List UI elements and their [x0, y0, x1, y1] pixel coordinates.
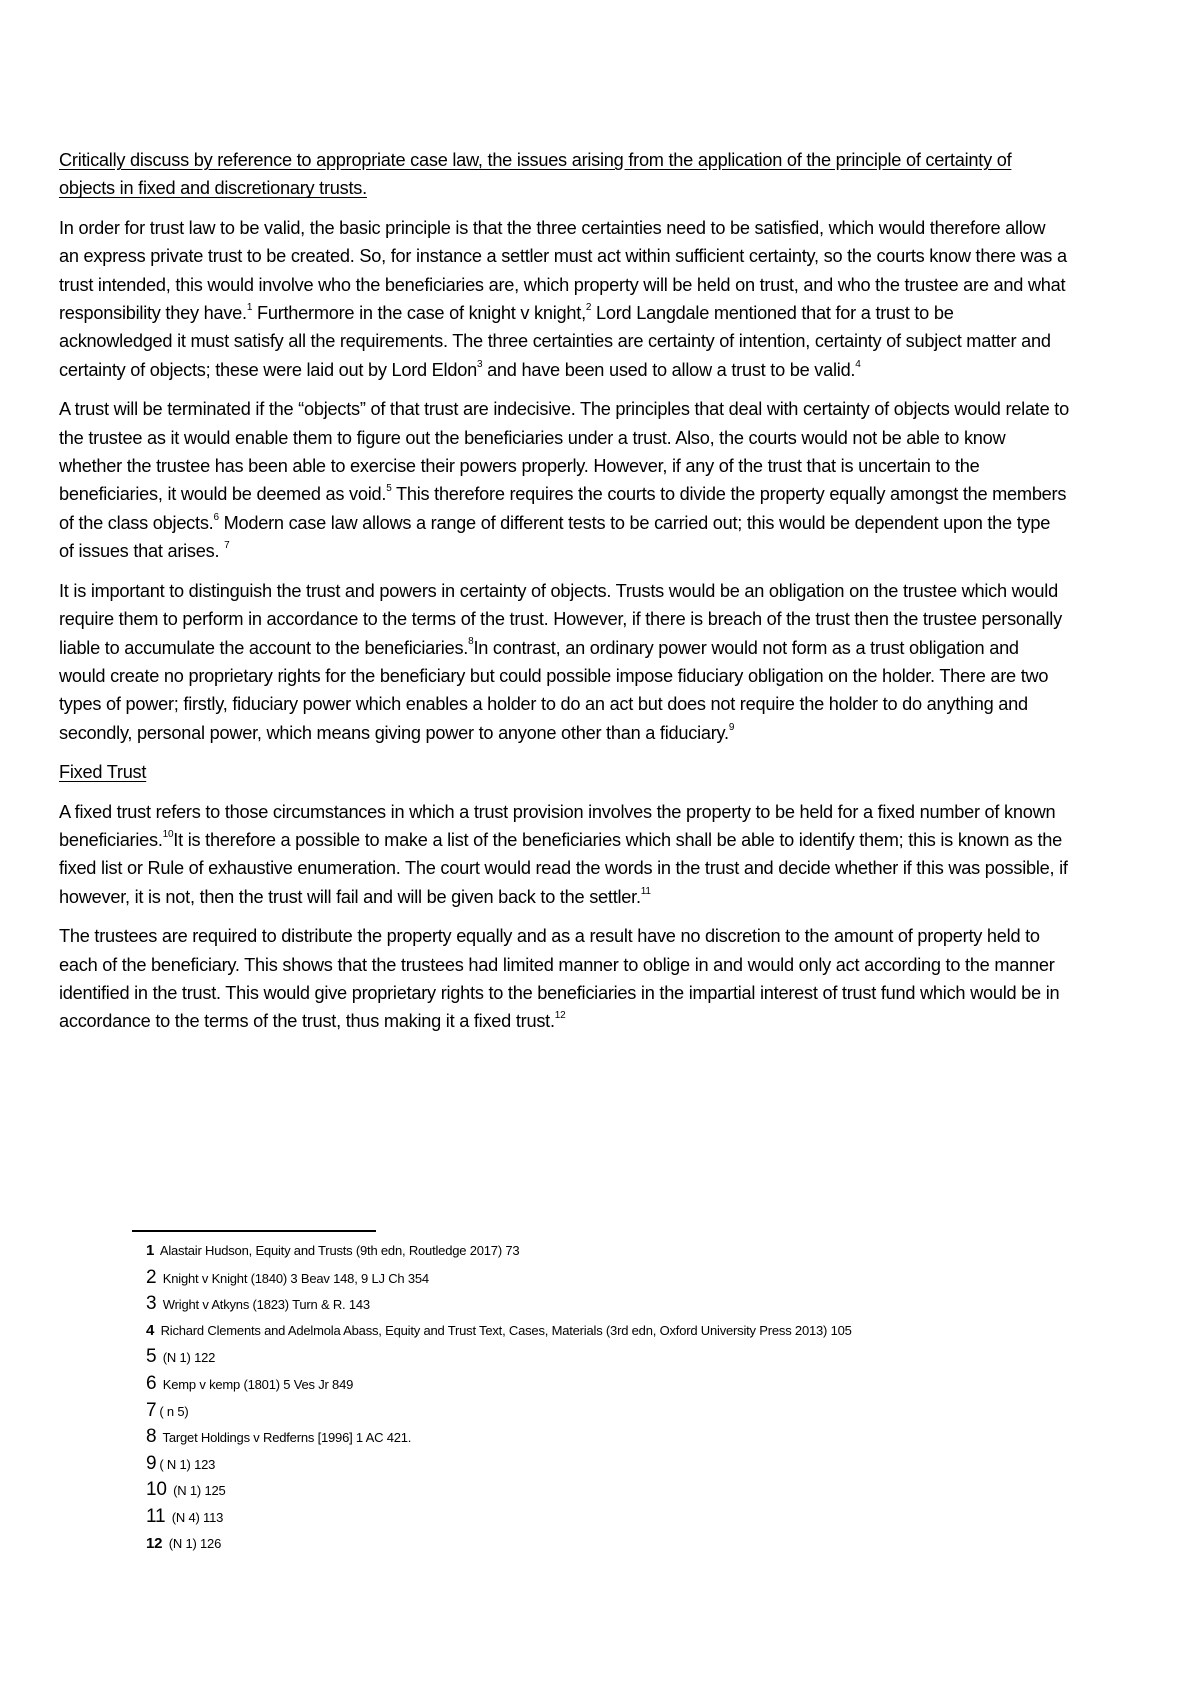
footnote-ref[interactable]: 7: [224, 540, 230, 552]
document-body: [59, 146, 1069, 1047]
footnote-ref[interactable]: 12: [554, 1010, 566, 1022]
paragraph-2: [59, 395, 1069, 565]
footnote-number: 7: [146, 1399, 157, 1421]
footnote-number: 12: [146, 1534, 163, 1552]
footnote-text: Wright v Atkyns (1823) Turn & R. 143: [159, 1297, 370, 1313]
footnote-ref[interactable]: 9: [728, 721, 735, 733]
footnote-item: [146, 1344, 1046, 1371]
paragraph-text: A trust will be terminated if the “objects” of that trust are indecisive. The principles that deal with certainty of objects would relate to the trustee as it would enable them to figure out the beneficiaries under a trust. Also, the courts would not be able to know whether the trustee has been able to exercise their powers properly. However, if any of the trust that is uncertain to the beneficiaries, it would be deemed as void.: [59, 399, 1069, 505]
footnotes-list: [146, 1238, 1046, 1557]
footnote-number: 3: [146, 1293, 157, 1315]
paragraph-text: Lord Langdale mentioned that for a trust to be acknowledged it must satisfy all the requirements. The three certainties are certainty of intention, certainty of subject matter and certainty of objects; these were laid out by Lord Eldon: [59, 303, 1051, 380]
footnote-item: [146, 1477, 1046, 1504]
footnote-ref[interactable]: 4: [855, 358, 861, 370]
footnote-text: Richard Clements and Adelmola Abass, Equity and Trust Text, Cases, Materials (3rd edn, Oxford University Press 2013) 105: [157, 1322, 852, 1338]
paragraph-text: A fixed trust refers to those circumstances in which a trust provision involves the property to be held for a fixed number of known beneficiaries.: [59, 801, 1056, 850]
footnote-item: [146, 1451, 1046, 1478]
footnote-ref[interactable]: 3: [476, 358, 483, 370]
footnote-item: [146, 1265, 1046, 1292]
footnote-separator: [132, 1230, 376, 1232]
footnote-item: [146, 1371, 1046, 1398]
footnote-text: Kemp v kemp (1801) 5 Ves Jr 849: [159, 1376, 354, 1392]
footnote-number: 11: [146, 1505, 166, 1527]
footnote-ref[interactable]: 1: [246, 301, 253, 313]
footnote-text: (N 1) 122: [159, 1350, 216, 1366]
paragraph-text: In contrast, an ordinary power would not form as a trust obligation and would create no proprietary rights for the beneficiary but could possible impose fiduciary obligation on the holder. There are two types of power; firstly, fiduciary power which enables a holder to do an act but does not require the holder to do anything and secondly, personal power, which means giving power to anyone other than a fiduciary.: [59, 637, 1049, 743]
footnote-item: [146, 1531, 1046, 1558]
footnote-ref[interactable]: 10: [162, 828, 174, 840]
paragraph-text: This therefore requires the courts to divide the property equally amongst the members of the class objects.: [59, 484, 1067, 533]
footnote-text: (N 1) 126: [165, 1535, 222, 1551]
footnote-item: [146, 1318, 1046, 1345]
footnote-ref[interactable]: 2: [585, 301, 592, 313]
footnote-text: (N 1) 125: [169, 1483, 226, 1499]
footnote-ref[interactable]: 5: [386, 483, 392, 495]
footnote-item: [146, 1238, 1046, 1265]
footnote-ref[interactable]: 6: [213, 511, 219, 523]
paragraph-text: Modern case law allows a range of different tests to be carried out; this would be dependent upon the type of issues that arises.: [59, 512, 1051, 562]
footnote-text: Alastair Hudson, Equity and Trusts (9th edn, Routledge 2017) 73: [157, 1243, 520, 1258]
paragraph-4: [59, 798, 1069, 912]
footnote-item: [146, 1398, 1046, 1425]
footnote-number: 1: [146, 1242, 155, 1259]
footnote-number: 5: [146, 1346, 157, 1368]
paragraph-text: and have been used to allow a trust to be valid.: [482, 359, 856, 380]
footnote-ref[interactable]: 11: [640, 885, 651, 897]
footnote-number: 2: [146, 1266, 157, 1288]
footnote-text: (N 4) 113: [168, 1509, 224, 1525]
footnote-item: [146, 1291, 1046, 1318]
section-heading-fixed-trust: Fixed Trust: [59, 762, 147, 783]
footnote-number: 9: [146, 1452, 157, 1474]
footnote-number: 10: [146, 1479, 167, 1501]
footnote-text: Target Holdings v Redferns [1996] 1 AC 421.: [159, 1430, 412, 1446]
paragraph-5: [59, 922, 1069, 1036]
footnote-text: ( n 5): [159, 1403, 189, 1419]
footnote-item: [146, 1424, 1046, 1451]
paragraph-1: [59, 214, 1069, 384]
footnote-number: 4: [146, 1321, 155, 1339]
paragraph-3: [59, 577, 1069, 747]
footnote-number: 6: [146, 1372, 157, 1394]
paragraph-text: In order for trust law to be valid, the basic principle is that the three certainties need to be satisfied, which would therefore allow an express private trust to be created. So, for instance a settler must act within sufficient certainty, so the courts know there was a trust intended, this would involve who the beneficiaries are, which property will be held on trust, and who the trustee are and what responsibility they have.: [59, 217, 1067, 324]
essay-title: Critically discuss by reference to appropriate case law, the issues arising from the application of the principle of certainty of objects in fixed and discretionary trusts.: [59, 150, 1012, 199]
footnote-text: Knight v Knight (1840) 3 Beav 148, 9 LJ Ch 354: [159, 1270, 429, 1286]
footnote-number: 8: [146, 1426, 157, 1448]
paragraph-text: It is important to distinguish the trust and powers in certainty of objects. Trusts would be an obligation on the trustee which would require them to perform in accordance to the terms of the trust. However, if there is breach of the trust then the trustee personally liable to accumulate the account to the beneficiaries.: [59, 580, 1062, 658]
footnote-item: [146, 1504, 1046, 1531]
paragraph-text: Furthermore in the case of knight v knight,: [252, 303, 586, 324]
paragraph-text: The trustees are required to distribute the property equally and as a result have no discretion to the amount of property held to each of the beneficiary. This shows that the trustees had limited manner to oblige in and would only act according to the manner identified in the trust. This would give proprietary rights to the beneficiaries in the impartial interest of trust fund which would be in accordance to the terms of the trust, thus making it a fixed trust.: [59, 926, 1060, 1032]
footnote-text: ( N 1) 123: [159, 1456, 216, 1472]
paragraph-text: It is therefore a possible to make a list of the beneficiaries which shall be able to identify them; this is known as the fixed list or Rule of exhaustive enumeration. The court would read the words in the trust and decide whether if this was possible, if however, it is not, then the trust will fail and will be given back to the settler.: [59, 829, 1068, 907]
footnote-ref[interactable]: 8: [468, 636, 474, 648]
